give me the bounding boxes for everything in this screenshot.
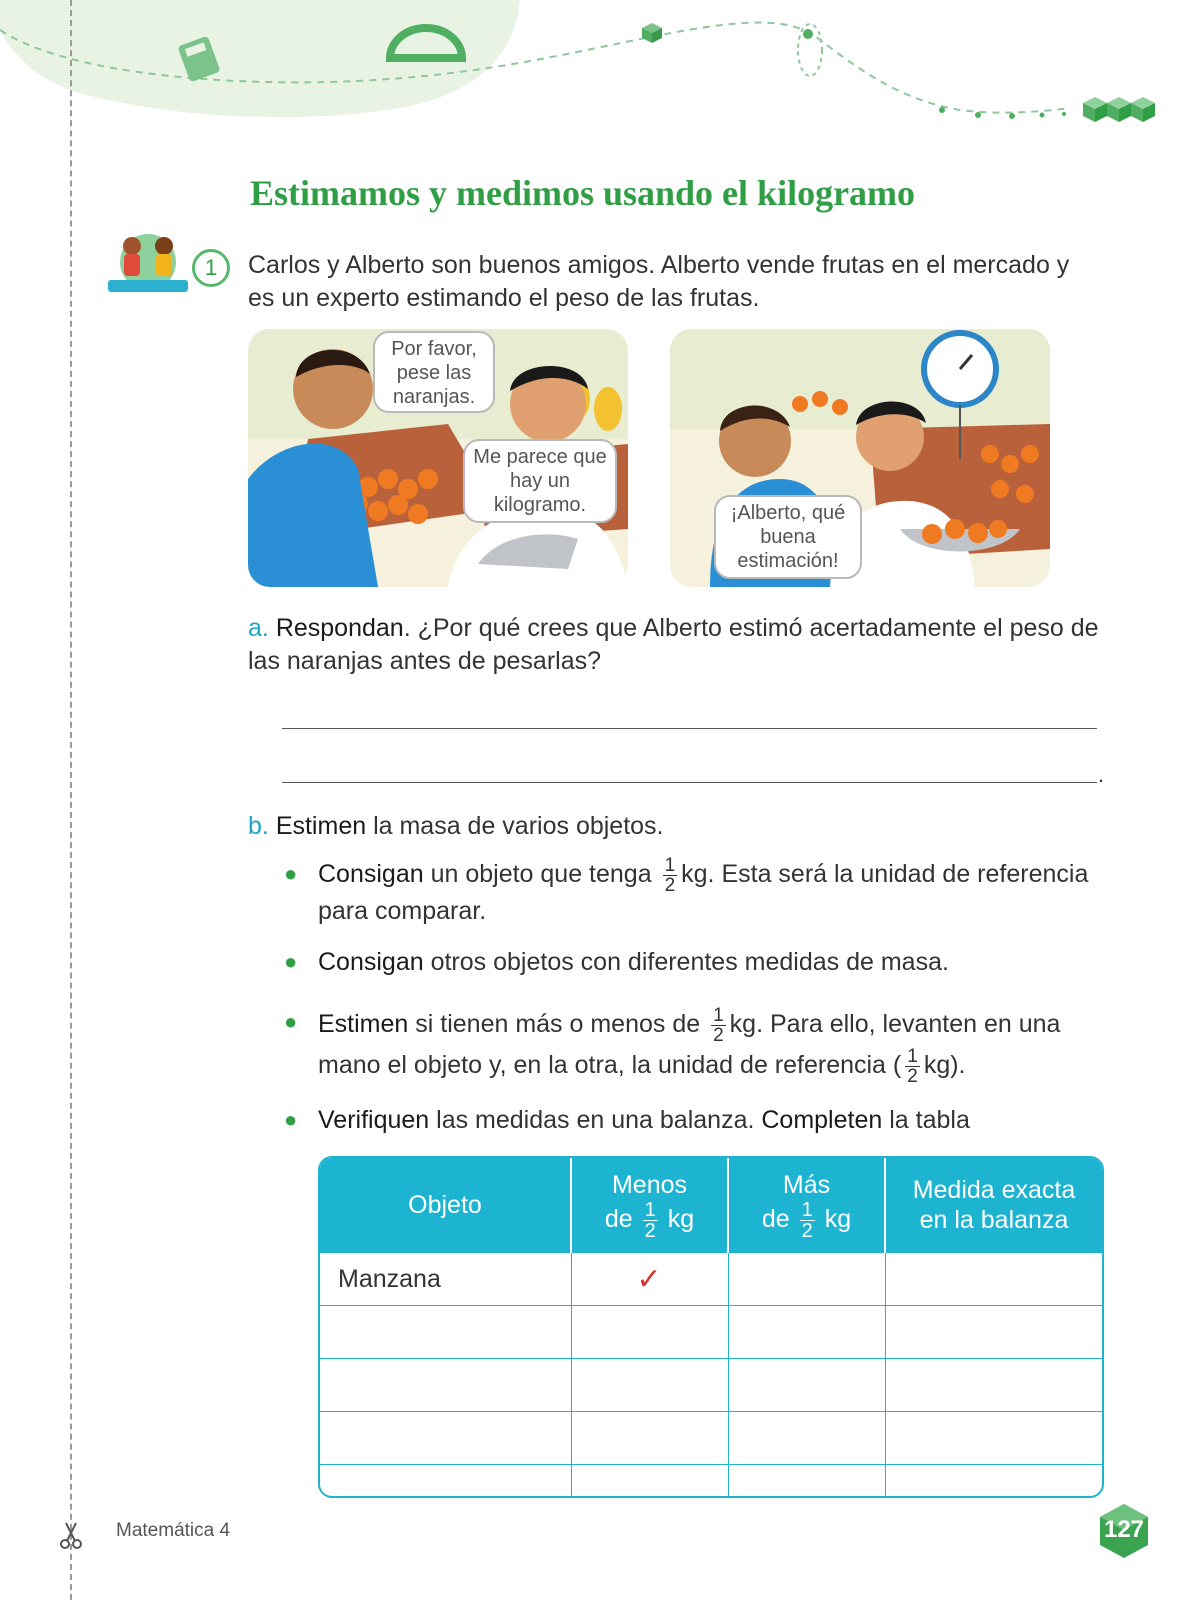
cell-objeto[interactable]	[320, 1359, 571, 1412]
page-title: Estimamos y medimos usando el kilogramo	[250, 173, 916, 213]
page-number-text: 127	[1103, 1516, 1145, 1543]
question-b-verb: Estimen	[275, 812, 367, 840]
pair-work-icon	[106, 230, 190, 296]
scissors-icon	[60, 1522, 82, 1550]
cell-mas[interactable]	[728, 1253, 885, 1306]
table-row	[320, 1465, 1102, 1499]
table-row	[320, 1412, 1102, 1465]
header-medida: Medida exacta en la balanza	[885, 1158, 1102, 1253]
header-objeto: Objeto	[320, 1158, 571, 1253]
question-b	[248, 810, 1108, 843]
cell-mas[interactable]	[728, 1359, 885, 1412]
fraction-half: $\frac{1}{2}$	[664, 855, 676, 896]
question-a-verb: Respondan	[275, 614, 404, 642]
bullet-2-verb: Consigan	[318, 948, 424, 976]
answer-end-mark: .	[1098, 762, 1105, 787]
page-number	[1097, 1503, 1151, 1559]
bullet-3-after: kg).	[923, 1050, 966, 1079]
bullet-1-verb: Consigan	[318, 860, 424, 889]
intro-text: Carlos y Alberto son buenos amigos. Alberto vende frutas en el mercado y es un experto estimando el peso de las frutas.	[248, 251, 1070, 312]
question-a-text: . ¿Por qué crees que Alberto estimó acertadamente el peso de las naranjas antes de pesarlas?	[248, 614, 1099, 675]
cell-medida[interactable]	[885, 1465, 1102, 1499]
cell-medida[interactable]	[885, 1359, 1102, 1412]
bullet-dot: ●	[284, 1009, 298, 1034]
cell-mas[interactable]	[728, 1412, 885, 1465]
table-row	[320, 1306, 1102, 1359]
book-name: Matemática 4	[116, 1520, 231, 1541]
bullet-4-verb-2: Completen	[761, 1106, 883, 1134]
question-b-letter: b.	[248, 812, 269, 840]
cell-objeto[interactable]: Manzana	[320, 1253, 571, 1306]
bullet-3-verb: Estimen	[318, 1010, 409, 1038]
cubes-row-icon	[1083, 97, 1155, 122]
question-b-text: la masa de varios objetos.	[366, 812, 664, 840]
comic-panel-right	[670, 329, 1050, 587]
fraction-half: $\frac{1}{2}$	[713, 1004, 724, 1046]
cell-mas[interactable]	[728, 1465, 885, 1499]
bullet-4-verb: Verifiquen	[318, 1106, 430, 1134]
cell-mas[interactable]	[728, 1306, 885, 1359]
cell-menos[interactable]	[571, 1306, 728, 1359]
mass-table	[318, 1156, 1104, 1498]
bullet-3-before: si tienen más o menos de	[408, 1010, 701, 1038]
cell-objeto[interactable]	[320, 1465, 571, 1499]
cell-menos[interactable]: ✓	[571, 1253, 728, 1306]
cell-objeto[interactable]	[320, 1306, 571, 1359]
comic-panel-left	[248, 329, 628, 587]
cell-menos[interactable]	[571, 1359, 728, 1412]
speech-bubble-carlos-right: ¡Alberto, qué buena estimación!	[714, 495, 862, 579]
bullet-dot: ●	[284, 949, 298, 974]
bullet-4-text-2: la tabla	[882, 1106, 970, 1134]
cell-menos[interactable]	[571, 1412, 728, 1465]
question-a	[248, 612, 1108, 678]
header-menos: Menos de $\frac{1}{2}$ kg	[571, 1158, 728, 1253]
table-row	[320, 1359, 1102, 1412]
bullet-4-text-1: las medidas en una balanza.	[429, 1106, 762, 1134]
bullet-3-middle: kg. Para ello, levanten en una mano el objeto y, en la otra, la unidad de referencia (	[318, 1010, 1061, 1079]
question-a-letter: a.	[248, 614, 269, 642]
cell-medida[interactable]	[885, 1306, 1102, 1359]
bullet-dot: ●	[284, 861, 298, 886]
cell-objeto[interactable]	[320, 1412, 571, 1465]
activity-number: 1	[192, 249, 230, 287]
table-row	[320, 1253, 1102, 1306]
bullet-2-text: otros objetos con diferentes medidas de masa.	[423, 948, 949, 976]
answer-line-1[interactable]	[282, 728, 1097, 729]
speech-bubble-carlos: Por favor, pese las naranjas.	[373, 331, 495, 413]
bullet-dot: ●	[284, 1107, 298, 1132]
bullet-1-after: kg. Esta será la unidad de referencia para comparar.	[318, 860, 1089, 925]
fraction-half: $\frac{1}{2}$	[801, 1198, 813, 1242]
cell-medida[interactable]	[885, 1412, 1102, 1465]
header-decoration	[0, 0, 1193, 140]
cube-icon	[642, 23, 662, 43]
speech-bubble-alberto: Me parece que hay un kilogramo.	[463, 439, 617, 523]
cell-menos[interactable]	[571, 1465, 728, 1499]
bullet-1-before: un objeto que tenga	[423, 860, 652, 889]
orbit-icon	[798, 24, 822, 76]
header-mas: Más de $\frac{1}{2}$ kg	[728, 1158, 885, 1253]
fraction-half: $\frac{1}{2}$	[907, 1045, 918, 1087]
cell-medida[interactable]	[885, 1253, 1102, 1306]
fraction-half: $\frac{1}{2}$	[644, 1198, 656, 1242]
answer-line-2[interactable]	[282, 782, 1097, 783]
cut-line	[70, 0, 72, 1600]
